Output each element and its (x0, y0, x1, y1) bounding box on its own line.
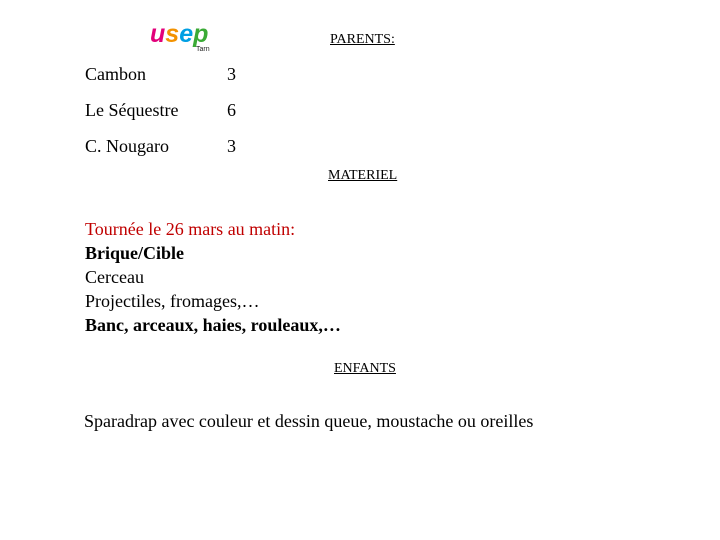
materiel-heading: MATERIEL (328, 168, 398, 183)
logo-letter-u: u (150, 20, 166, 48)
parents-name-le-sequestre: Le Séquestre (85, 100, 179, 120)
usep-logo (150, 22, 214, 56)
parents-name-cambon: Cambon (85, 64, 146, 84)
materiel-item: Cerceau (85, 267, 144, 287)
logo-letter-s: s (165, 20, 180, 48)
enfants-text: Sparadrap avec couleur et dessin queue, moustache ou oreilles (84, 411, 534, 431)
enfants-heading: ENFANTS (334, 361, 396, 376)
materiel-list (85, 217, 341, 337)
logo-wordmark (150, 22, 208, 47)
parents-heading: PARENTS: (330, 32, 395, 47)
parents-count-c-nougaro: 3 (227, 136, 236, 156)
materiel-item: Banc, arceaux, haies, rouleaux,… (85, 315, 341, 335)
parents-name-c-nougaro: C. Nougaro (85, 136, 169, 156)
materiel-intro: Tournée le 26 mars au matin: (85, 219, 296, 239)
logo-letter-e: e (179, 20, 194, 48)
parents-count-le-sequestre: 6 (227, 100, 236, 120)
materiel-item: Brique/Cible (85, 243, 185, 263)
parents-count-cambon: 3 (227, 64, 236, 84)
logo-letter-p: p (193, 20, 209, 48)
materiel-item: Projectiles, fromages,… (85, 291, 260, 311)
logo-subtitle: Tarn (196, 46, 210, 53)
